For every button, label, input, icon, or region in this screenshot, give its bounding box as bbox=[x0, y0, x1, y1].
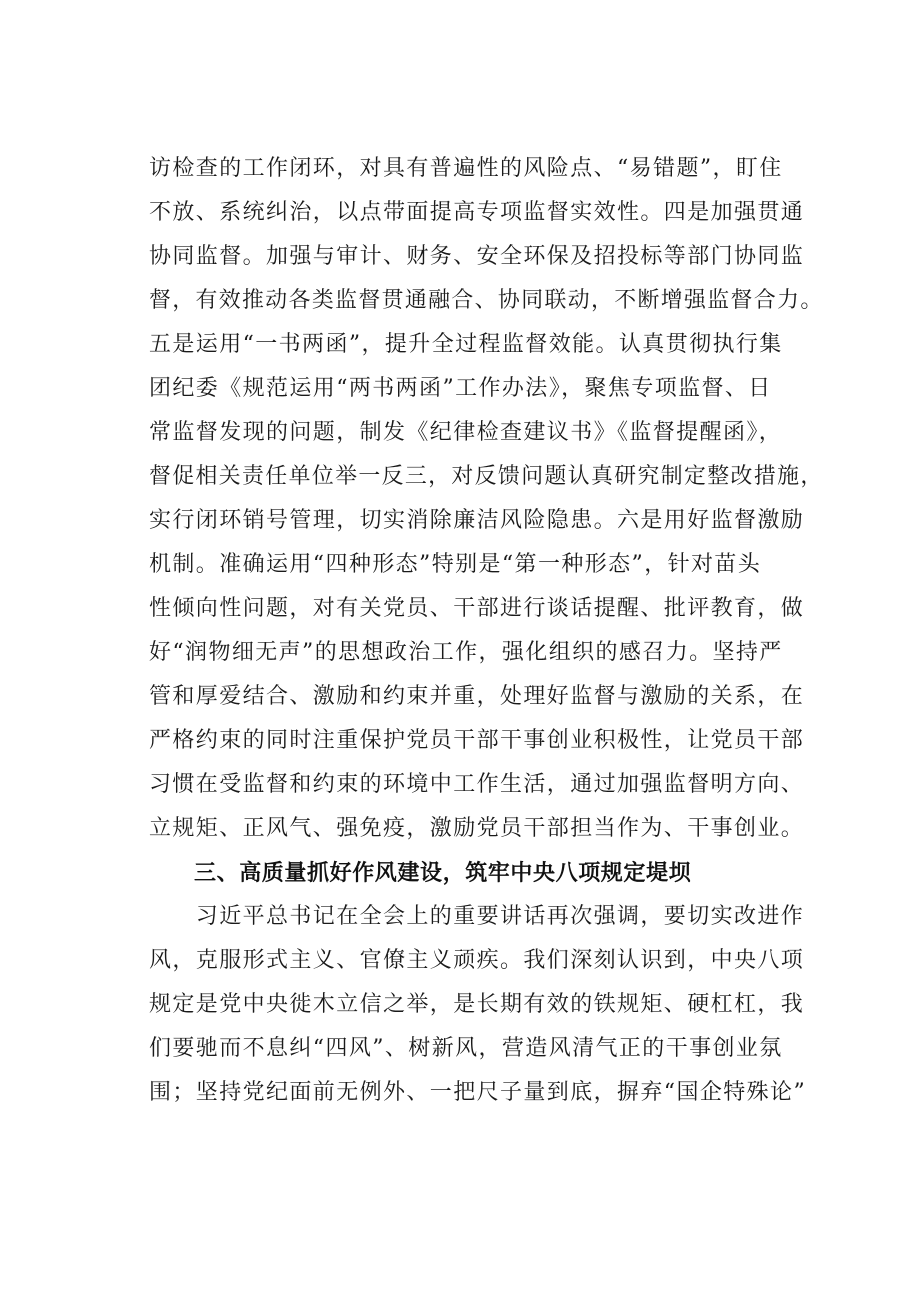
paragraph-1-line: 习惯在受监督和约束的环境中工作生活，通过加强监督明方向、 bbox=[149, 772, 805, 797]
paragraph-1-line: 机制。准确运用“四种形态”特别是“第一种形态”，针对苗头 bbox=[149, 552, 762, 577]
paragraph-2-line: 规定是党中央徙木立信之举，是长期有效的铁规矩、硬杠杠，我 bbox=[149, 992, 805, 1017]
paragraph-1-line: 督，有效推动各类监督贯通融合、协同联动，不断增强监督合力。 bbox=[149, 288, 824, 313]
paragraph-1-line: 实行闭环销号管理，切实消除廉洁风险隐患。六是用好监督激励 bbox=[149, 508, 805, 533]
paragraph-2-line: 们要驰而不息纠“四风”、树新风，营造风清气正的干事创业氛 bbox=[149, 1036, 783, 1061]
paragraph-2-line: 风，克服形式主义、官僚主义顽疾。我们深刻认识到，中央八项 bbox=[149, 948, 805, 973]
paragraph-1-line: 性倾向性问题，对有关党员、干部进行谈话提醒、批评教育，做 bbox=[149, 596, 805, 621]
paragraph-1-line: 严格约束的同时注重保护党员干部干事创业积极性，让党员干部 bbox=[149, 728, 805, 753]
paragraph-1-line: 不放、系统纠治，以点带面提高专项监督实效性。四是加强贯通 bbox=[149, 200, 805, 225]
paragraph-1-line: 五是运用“一书两函”，提升全过程监督效能。认真贯彻执行集 bbox=[149, 332, 783, 357]
paragraph-1-line: 团纪委《规范运用“两书两函”工作办法》，聚焦专项监督、日 bbox=[149, 376, 772, 401]
paragraph-2-line: 围；坚持党纪面前无例外、一把尺子量到底，摒弃“国企特殊论” bbox=[149, 1080, 807, 1105]
paragraph-1-line: 立规矩、正风气、强免疫，激励党员干部担当作为、干事创业。 bbox=[149, 816, 805, 841]
paragraph-1-line: 好“润物细无声”的思想政治工作，强化组织的感召力。坚持严 bbox=[149, 640, 783, 665]
paragraph-1-line: 常监督发现的问题，制发《纪律检查建议书》《监督提醒函》， bbox=[149, 420, 783, 445]
paragraph-1-line: 管和厚爱结合、激励和约束并重，处理好监督与激励的关系，在 bbox=[149, 684, 805, 709]
paragraph-1-line: 协同监督。加强与审计、财务、安全环保及招投标等部门协同监 bbox=[149, 244, 805, 269]
paragraph-2-line: 习近平总书记在全会上的重要讲话再次强调，要切实改进作 bbox=[149, 904, 805, 929]
paragraph-1-line: 督促相关责任单位举一反三，对反馈问题认真研究制定整改措施， bbox=[149, 464, 824, 489]
paragraph-1-line: 访检查的工作闭环，对具有普遍性的风险点、“易错题”，盯住 bbox=[149, 156, 783, 181]
section-heading: 三、高质量抓好作风建设，筑牢中央八项规定堤坝 bbox=[194, 861, 692, 886]
